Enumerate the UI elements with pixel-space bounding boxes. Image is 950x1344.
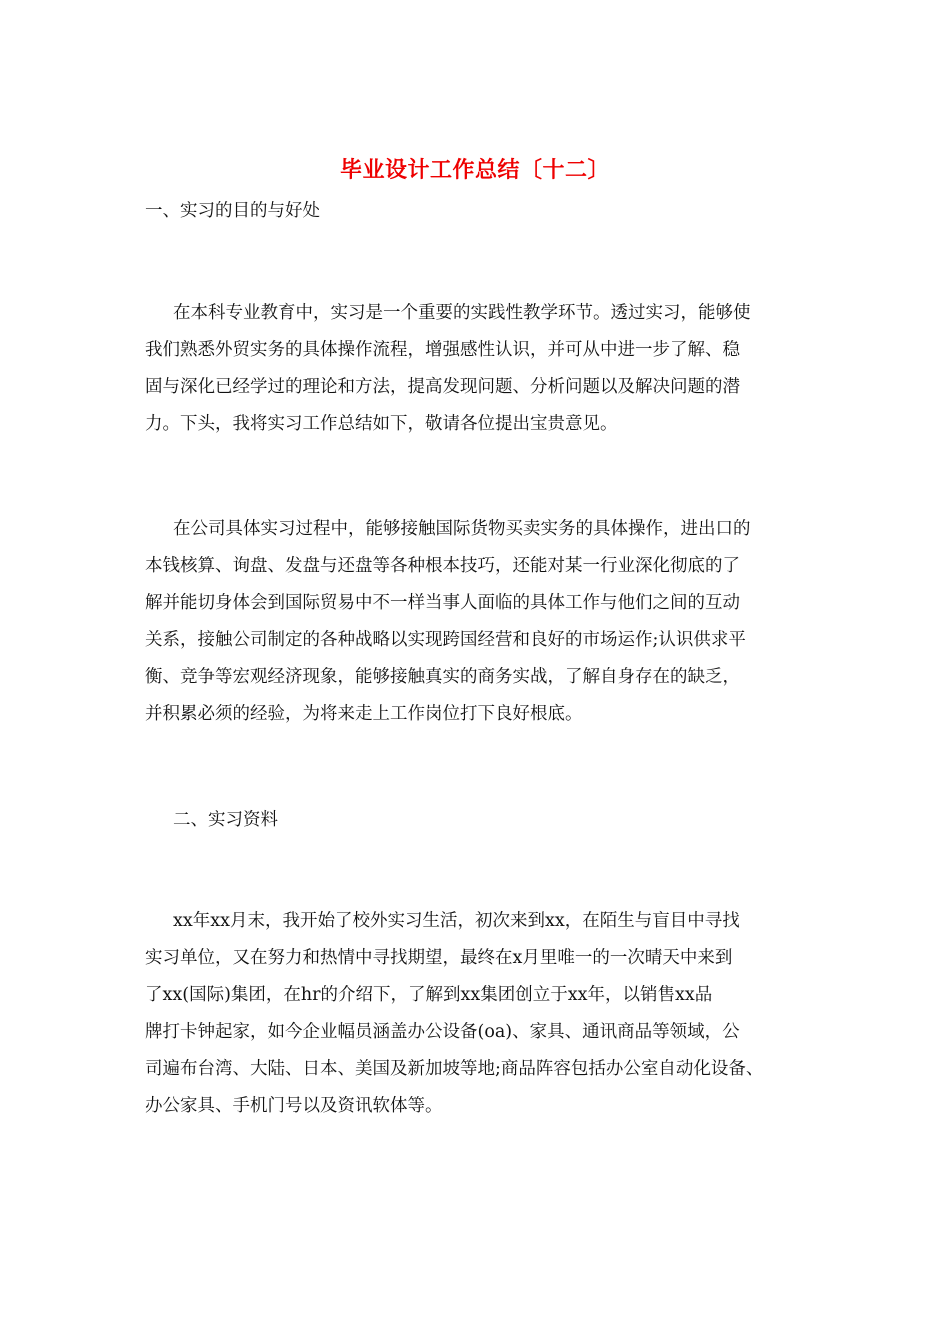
paragraph-materials (145, 903, 815, 1125)
paragraph-line: 牌打卡钟起家，如今企业幅员涵盖办公设备(oa)、家具、通讯商品等领域，公 (145, 1022, 740, 1042)
paragraph-line: 力。下头，我将实习工作总结如下，敬请各位提出宝贵意见。 (145, 414, 618, 434)
paragraph-line: xx年xx月末，我开始了校外实习生活，初次来到xx，在陌生与盲目中寻找 (173, 911, 740, 931)
paragraph-line: 固与深化已经学过的理论和方法，提高发现问题、分析问题以及解决问题的潜 (145, 377, 740, 397)
paragraph-line: 解并能切身体会到国际贸易中不一样当事人面临的具体工作与他们之间的互动 (145, 593, 740, 613)
paragraph-line: 在公司具体实习过程中，能够接触国际货物买卖实务的具体操作，进出口的 (173, 519, 751, 539)
paragraph-line: 司遍布台湾、大陆、日本、美国及新加坡等地;商品阵容包括办公室自动化设备、 (145, 1059, 764, 1079)
section-heading-materials: 二、实习资料 (173, 810, 278, 830)
paragraph-line: 并积累必须的经验，为将来走上工作岗位打下良好根底。 (145, 704, 583, 724)
paragraph-line: 关系，接触公司制定的各种战略以实现跨国经营和良好的市场运作;认识供求平 (145, 630, 746, 650)
paragraph-line: 衡、竞争等宏观经济现象，能够接触真实的商务实战，了解自身存在的缺乏， (145, 667, 740, 687)
section-heading-purpose: 一、实习的目的与好处 (145, 201, 320, 221)
document-title: 毕业设计工作总结〔十二〕 (339, 157, 610, 183)
paragraph-line: 本钱核算、询盘、发盘与还盘等各种根本技巧，还能对某一行业深化彻底的了 (145, 556, 740, 576)
paragraph-line: 办公家具、手机门号以及资讯软体等。 (145, 1096, 443, 1116)
paragraph-line: 在本科专业教育中，实习是一个重要的实践性教学环节。透过实习，能够使 (173, 303, 751, 323)
paragraph-line: 我们熟悉外贸实务的具体操作流程，增强感性认识，并可从中进一步了解、稳 (145, 340, 740, 360)
paragraph-line: 了xx(国际)集团，在hr的介绍下，了解到xx集团创立于xx年，以销售xx品 (145, 985, 713, 1005)
paragraph-practice (145, 511, 815, 733)
paragraph-line: 实习单位，又在努力和热情中寻找期望，最终在x月里唯一的一次晴天中来到 (145, 948, 733, 968)
paragraph-purpose (145, 295, 815, 443)
